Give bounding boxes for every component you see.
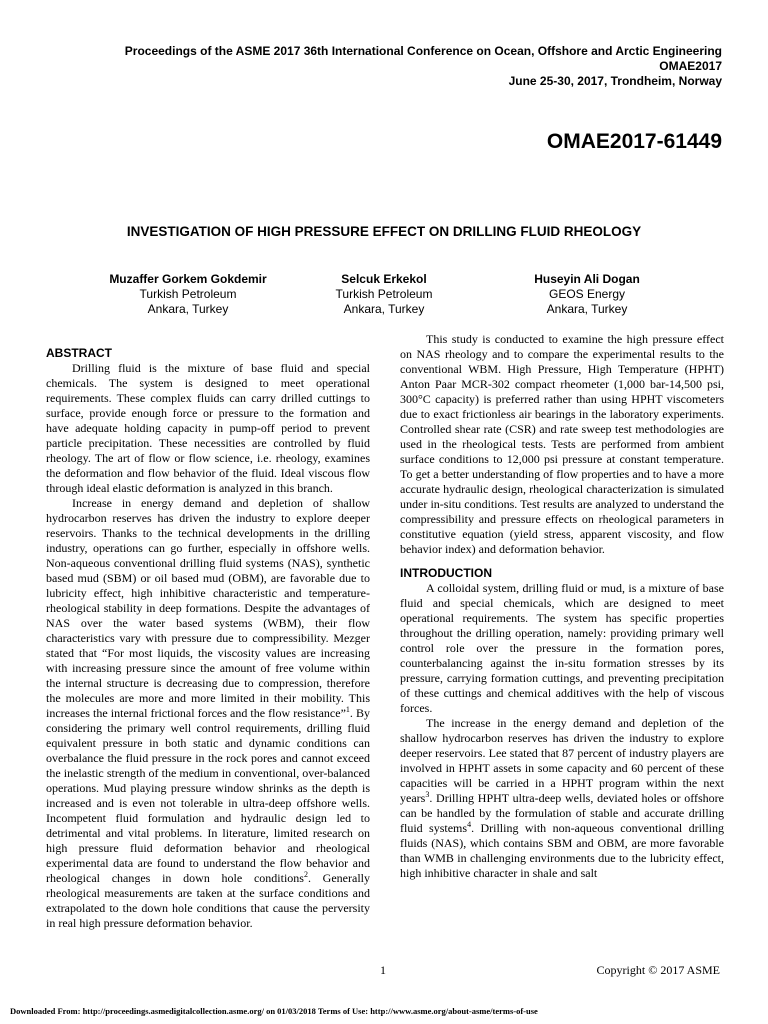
abstract-paragraph-3: This study is conducted to examine the high pressure effect on NAS rheology and to compare the experimental results to the conventional WBM. High Pressure, High Temperature (HPHT) Anton Paar MCR-302 compact rheometer (1,000 bar-14,500 psi, 300°C capacity) is preferred rather than using HPHT viscometers due to exact frictionless air bearings in the laboratory experiments. Controlled shear rate (CSR) and rate sweep test methodologies are used in the rheological tests. Tests are performed from ambient surface conditions to 12,000 psi pressure at constant temperature. To get a better understanding of flow properties and to have a more accurate hydraulic design, rheological characterization is simulated under in-situ conditions. Test results are analyzed to understand the compressibility and pressure effects on rheological parameters in constitutive equation (yield stress, apparent viscosity, and flow behavior index) and deformation behavior. — [400, 332, 724, 556]
reference-4: 4 — [467, 820, 472, 829]
introduction-paragraph-2-text-a: The increase in the energy demand and depletion of the shallow hydrocarbon reserves has driven the industry to explore deeper reservoirs. Lee stated that 87 percent of industry players are involved in HPHT assets in some capacity and 60 percent of these capacities will be carried in a HPHT program within the next years — [400, 716, 724, 805]
abstract-paragraph-1: Drilling fluid is the mixture of base fluid and special chemicals. The system is designed to meet operational requirements. These complex fluids can carry drilled cuttings to surface, provide enough force or pressure to the formation and have adequate holding capacity in pump-off period to prevent particle precipitation. These necessities are controlled by fluid rheology. The art of flow or flow science, i.e. rheology, examines the deformation and flow behavior of the fluid. Ideal viscous flow through ideal elastic deformation is analyzed in this branch. — [46, 361, 370, 495]
reference-3: 3 — [425, 790, 430, 799]
page-number: 1 — [380, 963, 386, 977]
paper-title: INVESTIGATION OF HIGH PRESSURE EFFECT ON DRILLING FLUID RHEOLOGY — [126, 224, 642, 239]
conference-header — [22, 44, 722, 89]
author-affiliation: GEOS Energy — [548, 287, 626, 301]
reference-2: 2 — [303, 870, 308, 879]
conference-name: Proceedings of the ASME 2017 36th International Conference on Ocean, Offshore and Arctic Engineering — [124, 44, 722, 58]
conference-acronym: OMAE2017 — [659, 59, 722, 73]
author-name: Muzaffer Gorkem Gokdemir — [109, 272, 267, 286]
reference-1: 1 — [345, 705, 350, 714]
abstract-paragraph-2-text-a: Increase in energy demand and depletion of shallow hydrocarbon reserves has driven the industry to explore deeper reservoirs. Thanks to the technical developments in the drilling industry, operations can go further, especially in offshore wells. Non-aqueous conventional drilling fluid systems (NAS), synthetic based mud (SBM) or oil based mud (OBM), are favorable due to lubricity effect, high inhibitive characteristic and temperature-rheological stability in deep formations. Despite the advantages of NAS over the water based systems (WBM), their flow characteristics vary with pressure due to compressibility. Mezger stated that “For most liquids, the viscosity values are increasing with increasing pressure since the amount of free volume within the internal structure is decreasing due to compression, therefore the molecules are more and more limited in their mobility. This increases the internal frictional forces and the flow resistance” — [46, 496, 370, 720]
author-2 — [304, 272, 464, 317]
author-1 — [88, 272, 288, 317]
author-location: Ankara, Turkey — [546, 302, 628, 316]
left-column — [46, 346, 370, 931]
abstract-heading: ABSTRACT — [46, 346, 112, 360]
abstract-paragraph-2-text-c: . Generally rheological measurements are taken at the surface conditions and extrapolated to the down hole conditions that cause the perversity in real high pressure deformation behavior. — [46, 871, 370, 930]
right-column — [400, 332, 724, 881]
author-affiliation: Turkish Petroleum — [139, 287, 237, 301]
author-location: Ankara, Turkey — [147, 302, 229, 316]
abstract-paragraph-2 — [46, 496, 370, 931]
author-affiliation: Turkish Petroleum — [335, 287, 433, 301]
paper-id: OMAE2017-61449 — [546, 130, 722, 153]
introduction-paragraph-2-text-c: . Drilling with non-aqueous conventional drilling fluids (NAS), which contains SBM and OBM, are more favorable than WMB in challenging environments due to the lubricity effect, high inhibitive character in shale and salt — [400, 821, 724, 880]
introduction-paragraph-2 — [400, 716, 724, 881]
author-name: Selcuk Erkekol — [341, 272, 427, 286]
author-name: Huseyin Ali Dogan — [534, 272, 640, 286]
copyright-notice: Copyright © 2017 ASME — [596, 963, 720, 977]
conference-date-location: June 25-30, 2017, Trondheim, Norway — [508, 74, 722, 88]
abstract-paragraph-2-text-b: . By considering the primary well control requirements, drilling fluid equivalent pressure in both static and dynamic conditions can overbalance the fluid pressure in the rock pores and cannot exceed the inelastic strength of the medium in conventional, over-balanced operations. Mud playing pressure window shrinks as the depth is increased and is even not tolerable in ultra-deep offshore wells. Incompetent fluid formulation and hydraulic design led to detrimental and vital problems. In literature, limited research on high pressure fluid deformation behavior and rheological experimental data are found to understand the flow behavior and rheological changes in down hole conditions — [46, 706, 370, 885]
introduction-heading: INTRODUCTION — [400, 566, 492, 580]
author-3 — [492, 272, 682, 317]
introduction-paragraph-2-text-b: . Drilling HPHT ultra-deep wells, deviated holes or offshore can be handled by the formulation of stable and accurate drilling fluid systems — [400, 791, 724, 835]
author-location: Ankara, Turkey — [343, 302, 425, 316]
download-footer: Downloaded From: http://proceedings.asmedigitalcollection.asme.org/ on 01/03/2018 Terms of Use: http://www.asme.org/about-asme/terms-of-use — [10, 1006, 538, 1016]
introduction-paragraph-1: A colloidal system, drilling fluid or mud, is a mixture of base fluid and special chemicals, which are designed to meet operational requirements. The system has specific properties throughout the drilling operation, namely: providing primary well control role over the pressure in the formation pores, counterbalancing against the in-situ formation stresses by its pressure, carrying formation cuttings, and preventing precipitation of these cuttings and chemical additives with the help of viscous forces. — [400, 581, 724, 715]
